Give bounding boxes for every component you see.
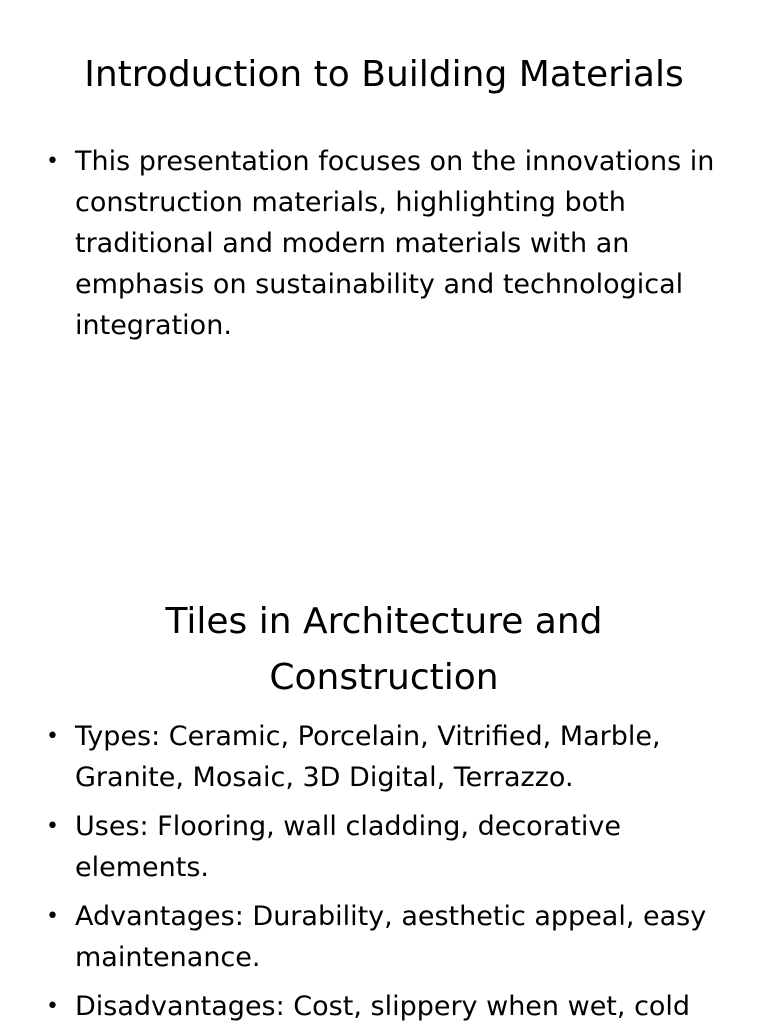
bullet-item-advantages: [40, 896, 720, 978]
bullet-item-disadvantages: [40, 986, 720, 1024]
bullet-item-uses: [40, 806, 720, 888]
bullet-text: Types: Ceramic, Porcelain, Vitrified, Marble, Granite, Mosaic, 3D Digital, Terrazzo.: [75, 721, 661, 793]
bullet-list: [40, 141, 720, 354]
bullet-text: Disadvantages: Cost, slippery when wet, cold: [75, 991, 691, 1022]
bullet-text: Uses: Flooring, wall cladding, decorative elements.: [75, 811, 622, 883]
bullet-item-types: [40, 716, 720, 798]
slide-title: [0, 594, 768, 706]
slide-title: Introduction to Building Materials: [84, 54, 684, 95]
bullet-icon: •: [46, 994, 59, 1019]
bullet-text: Advantages: Durability, aesthetic appeal, easy maintenance.: [75, 901, 707, 973]
bullet-icon: •: [46, 814, 59, 839]
bullet-icon: •: [46, 904, 59, 929]
bullet-icon: •: [46, 724, 59, 749]
slide-title-line-1: Tiles in Architecture and: [165, 601, 603, 642]
bullet-icon: •: [46, 149, 59, 174]
bullet-list: [40, 716, 720, 1024]
slide-tiles: [0, 560, 768, 1024]
bullet-item: [40, 141, 720, 346]
bullet-text: This presentation focuses on the innovations in construction materials, highlighting both traditional and modern materials with an emphasis on sustainability and technological integration.: [75, 146, 715, 341]
slide-title-line-2: Construction: [269, 657, 499, 698]
